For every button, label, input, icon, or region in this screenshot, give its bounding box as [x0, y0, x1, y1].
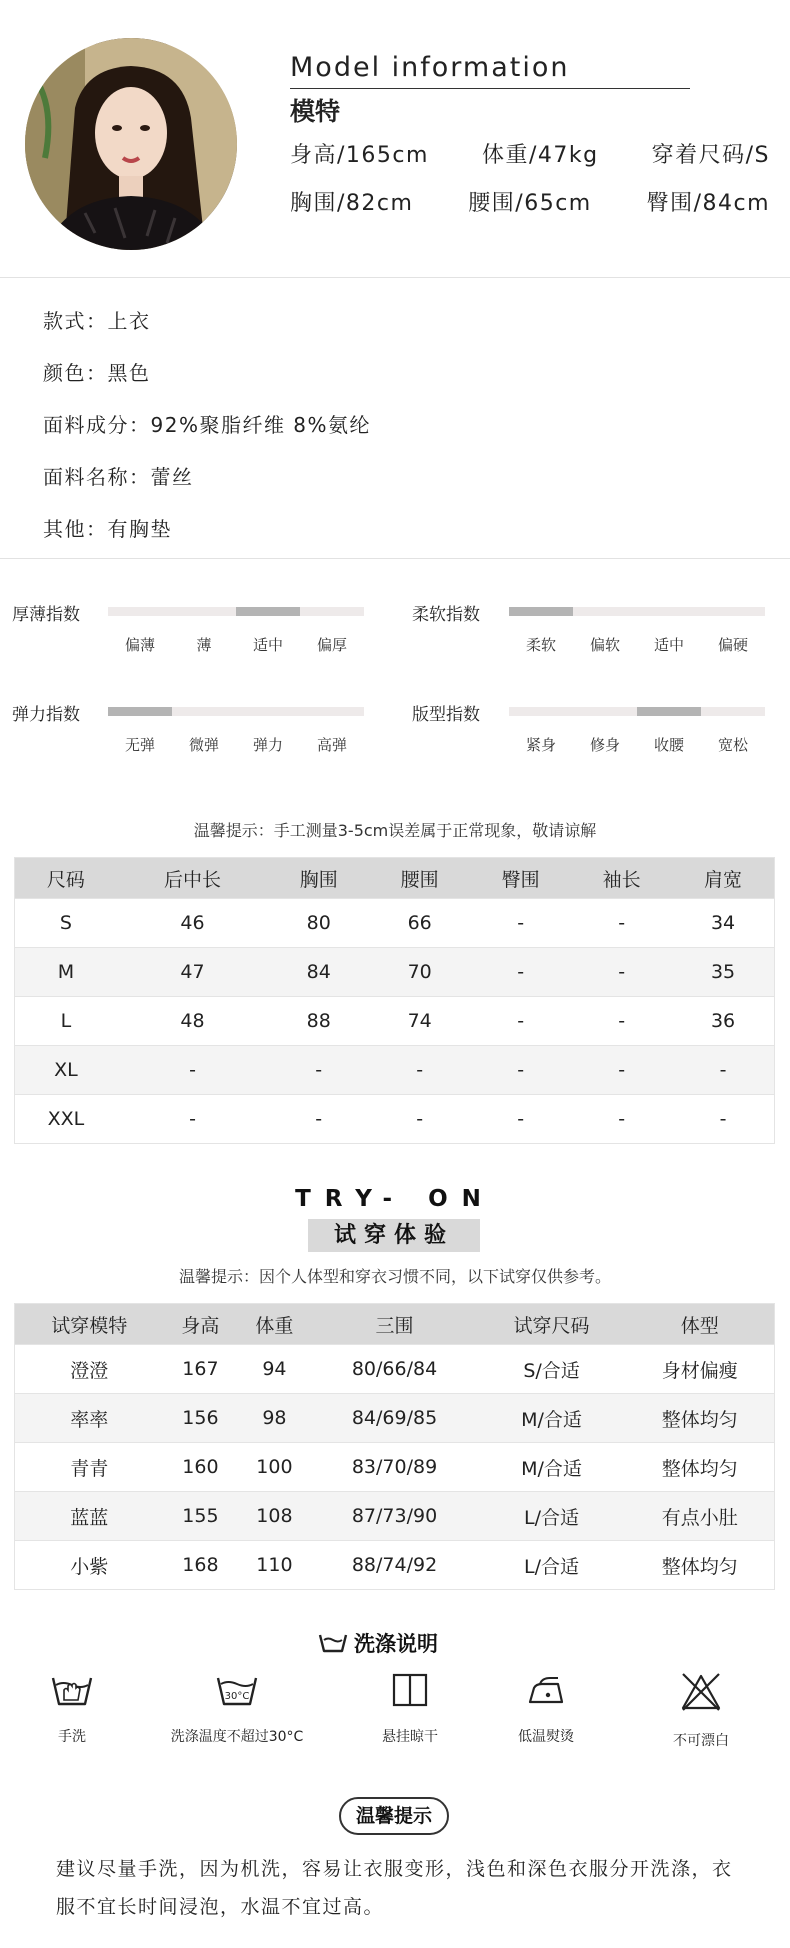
- size-measurement-note: 温馨提示：手工测量3-5cm误差属于正常现象，敬请谅解: [193, 821, 597, 840]
- low-iron-icon: [524, 1672, 568, 1708]
- attribute-fabric-composition: 面料成分：92%聚脂纤维 8%氨纶: [43, 413, 372, 437]
- table-cell: 108: [237, 1492, 311, 1541]
- wash-item-hand-wash: [0, 1672, 152, 1746]
- index-thickness-options: [108, 634, 364, 655]
- table-cell: 88: [268, 997, 369, 1046]
- table-cell: 83/70/89: [311, 1443, 477, 1492]
- index-thickness-selected: [236, 607, 300, 616]
- model-portrait-illustration: [25, 38, 237, 250]
- table-cell: -: [470, 899, 571, 948]
- index-option: 柔软: [525, 636, 556, 654]
- table-cell: 小紫: [15, 1541, 164, 1590]
- size-header-cell: 袖长: [571, 858, 672, 899]
- table-cell: 身材偏瘦: [626, 1345, 775, 1394]
- index-thickness-label: 厚薄指数: [12, 605, 80, 625]
- tryon-title: TRY- ON: [295, 1186, 495, 1212]
- table-cell: 87/73/90: [311, 1492, 477, 1541]
- attribute-color: 颜色：黑色: [43, 361, 151, 385]
- tips-badge: 温馨提示: [339, 1797, 449, 1835]
- table-cell: 整体均匀: [626, 1394, 775, 1443]
- index-fit-options: [509, 734, 765, 755]
- model-measurements-row-1: [290, 138, 770, 169]
- table-cell: -: [369, 1095, 470, 1144]
- table-cell: M: [15, 948, 117, 997]
- table-cell: 80: [268, 899, 369, 948]
- table-cell: 155: [163, 1492, 237, 1541]
- model-info-title: Model information: [290, 52, 570, 83]
- table-cell: XXL: [15, 1095, 117, 1144]
- table-cell: S: [15, 899, 117, 948]
- table-row: [15, 1394, 775, 1443]
- tryon-table-header: [15, 1304, 775, 1345]
- table-cell: 84/69/85: [311, 1394, 477, 1443]
- tryon-header-cell: 体重: [237, 1304, 311, 1345]
- table-row: [15, 1443, 775, 1492]
- table-cell: -: [117, 1046, 268, 1095]
- table-cell: 167: [163, 1345, 237, 1394]
- table-cell: -: [571, 1046, 672, 1095]
- hang-dry-icon: [390, 1672, 430, 1708]
- index-thickness-track: [108, 607, 364, 616]
- wash-30c-icon: [215, 1672, 259, 1708]
- table-cell: 84: [268, 948, 369, 997]
- table-cell: 整体均匀: [626, 1443, 775, 1492]
- size-header-cell: 肩宽: [672, 858, 774, 899]
- model-info-subtitle: 模特: [290, 97, 341, 126]
- index-option: 高弹: [316, 736, 347, 754]
- table-cell: 35: [672, 948, 774, 997]
- model-title-rule: [290, 88, 690, 89]
- index-option: 薄: [196, 636, 212, 654]
- model-hip: 臀围/84cm: [646, 191, 770, 216]
- table-cell: 74: [369, 997, 470, 1046]
- size-table: [14, 857, 775, 1144]
- wash-30c-text: 30°C: [224, 1691, 250, 1702]
- tryon-note: 温馨提示：因个人体型和穿衣习惯不同，以下试穿仅供参考。: [178, 1267, 611, 1286]
- tryon-header-cell: 试穿尺码: [478, 1304, 626, 1345]
- size-table-header: [15, 858, 775, 899]
- index-elasticity-options: [108, 734, 364, 755]
- table-cell: -: [470, 948, 571, 997]
- index-option: 弹力: [252, 736, 283, 754]
- table-cell: 110: [237, 1541, 311, 1590]
- index-softness-options: [509, 634, 765, 655]
- index-option: 无弹: [124, 736, 155, 754]
- table-cell: -: [268, 1046, 369, 1095]
- model-size: 穿着尺码/S: [651, 143, 770, 168]
- table-cell: M/合适: [478, 1443, 626, 1492]
- index-softness-selected: [509, 607, 573, 616]
- index-softness-track: [509, 607, 765, 616]
- table-cell: 48: [117, 997, 268, 1046]
- index-option: 偏薄: [124, 636, 155, 654]
- table-row: [15, 997, 775, 1046]
- index-fit-selected: [637, 707, 701, 716]
- table-cell: -: [571, 997, 672, 1046]
- table-cell: 率率: [15, 1394, 164, 1443]
- index-option: 适中: [653, 636, 684, 654]
- table-row: [15, 948, 775, 997]
- table-cell: -: [672, 1046, 774, 1095]
- tryon-header-cell: 三围: [311, 1304, 477, 1345]
- table-cell: 80/66/84: [311, 1345, 477, 1394]
- table-cell: 有点小肚: [626, 1492, 775, 1541]
- model-photo: [25, 38, 237, 250]
- tryon-table: [14, 1303, 775, 1590]
- table-cell: -: [117, 1095, 268, 1144]
- table-cell: -: [470, 1046, 571, 1095]
- table-cell: -: [571, 948, 672, 997]
- tryon-header-cell: 试穿模特: [15, 1304, 164, 1345]
- wash-title-text: 洗涤说明: [354, 1632, 438, 1656]
- no-bleach-icon: [679, 1672, 723, 1712]
- index-option: 适中: [252, 636, 283, 654]
- table-cell: 整体均匀: [626, 1541, 775, 1590]
- index-option: 紧身: [525, 736, 556, 754]
- table-cell: -: [672, 1095, 774, 1144]
- attribute-style: 款式：上衣: [43, 309, 151, 333]
- model-measurements-row-2: [290, 186, 770, 217]
- wash-label: 手洗: [58, 1729, 86, 1745]
- table-cell: 澄澄: [15, 1345, 164, 1394]
- table-row: [15, 1345, 775, 1394]
- table-cell: 34: [672, 899, 774, 948]
- table-row: [15, 1492, 775, 1541]
- table-cell: 66: [369, 899, 470, 948]
- index-elasticity-label: 弹力指数: [12, 705, 80, 725]
- index-option: 偏硬: [717, 636, 748, 654]
- table-cell: L: [15, 997, 117, 1046]
- table-row: [15, 1046, 775, 1095]
- model-weight: 体重/47kg: [481, 143, 599, 168]
- wash-item-no-bleach: [621, 1672, 781, 1750]
- model-height: 身高/165cm: [290, 143, 429, 168]
- table-cell: 168: [163, 1541, 237, 1590]
- table-cell: XL: [15, 1046, 117, 1095]
- index-option: 修身: [589, 736, 620, 754]
- table-cell: 70: [369, 948, 470, 997]
- table-cell: -: [470, 1095, 571, 1144]
- wash-item-low-iron: [466, 1672, 626, 1746]
- size-header-cell: 腰围: [369, 858, 470, 899]
- table-cell: 94: [237, 1345, 311, 1394]
- tips-text: 建议尽量手洗，因为机洗，容易让衣服变形，浅色和深色衣服分开洗涤，衣服不宜长时间浸泡，水温不宜过高。: [56, 1858, 733, 1918]
- table-cell: S/合适: [478, 1345, 626, 1394]
- index-elasticity-selected: [108, 707, 172, 716]
- section-divider: [0, 558, 790, 559]
- index-softness-label: 柔软指数: [412, 605, 480, 625]
- wash-label: 低温熨烫: [518, 1729, 574, 1745]
- table-cell: -: [571, 1095, 672, 1144]
- tryon-header-cell: 体型: [626, 1304, 775, 1345]
- table-cell: -: [268, 1095, 369, 1144]
- table-cell: -: [571, 899, 672, 948]
- index-option: 微弹: [188, 736, 219, 754]
- table-cell: -: [369, 1046, 470, 1095]
- index-option: 偏软: [589, 636, 620, 654]
- size-header-cell: 胸围: [268, 858, 369, 899]
- table-cell: 100: [237, 1443, 311, 1492]
- index-option: 收腰: [653, 736, 684, 754]
- table-cell: L/合适: [478, 1492, 626, 1541]
- table-cell: M/合适: [478, 1394, 626, 1443]
- size-header-cell: 臀围: [470, 858, 571, 899]
- table-cell: 160: [163, 1443, 237, 1492]
- size-header-cell: 后中长: [117, 858, 268, 899]
- index-elasticity-track: [108, 707, 364, 716]
- attribute-fabric-name: 面料名称：蕾丝: [43, 465, 194, 489]
- table-cell: 88/74/92: [311, 1541, 477, 1590]
- table-cell: 156: [163, 1394, 237, 1443]
- wash-label: 洗涤温度不超过30°C: [170, 1729, 304, 1745]
- index-fit-label: 版型指数: [412, 705, 480, 725]
- model-waist: 腰围/65cm: [468, 191, 592, 216]
- table-cell: 47: [117, 948, 268, 997]
- wash-instructions-title: [318, 1628, 438, 1658]
- wash-label: 悬挂晾干: [382, 1729, 438, 1745]
- table-row: [15, 899, 775, 948]
- model-bust: 胸围/82cm: [290, 191, 414, 216]
- table-row: [15, 1541, 775, 1590]
- table-cell: 36: [672, 997, 774, 1046]
- table-cell: 青青: [15, 1443, 164, 1492]
- attribute-other: 其他：有胸垫: [43, 517, 172, 541]
- tryon-subtitle: 试穿体验: [308, 1219, 480, 1252]
- table-cell: L/合适: [478, 1541, 626, 1590]
- section-divider: [0, 277, 790, 278]
- size-header-cell: 尺码: [15, 858, 117, 899]
- wash-label: 不可漂白: [673, 1733, 729, 1749]
- wash-basin-icon: [318, 1632, 348, 1654]
- hand-wash-icon: [50, 1672, 94, 1708]
- table-cell: 46: [117, 899, 268, 948]
- index-fit-track: [509, 707, 765, 716]
- index-option: 偏厚: [316, 636, 347, 654]
- table-cell: -: [470, 997, 571, 1046]
- table-cell: 蓝蓝: [15, 1492, 164, 1541]
- table-cell: 98: [237, 1394, 311, 1443]
- index-option: 宽松: [717, 736, 748, 754]
- tryon-header-cell: 身高: [163, 1304, 237, 1345]
- table-row: [15, 1095, 775, 1144]
- wash-item-30c: [157, 1672, 317, 1746]
